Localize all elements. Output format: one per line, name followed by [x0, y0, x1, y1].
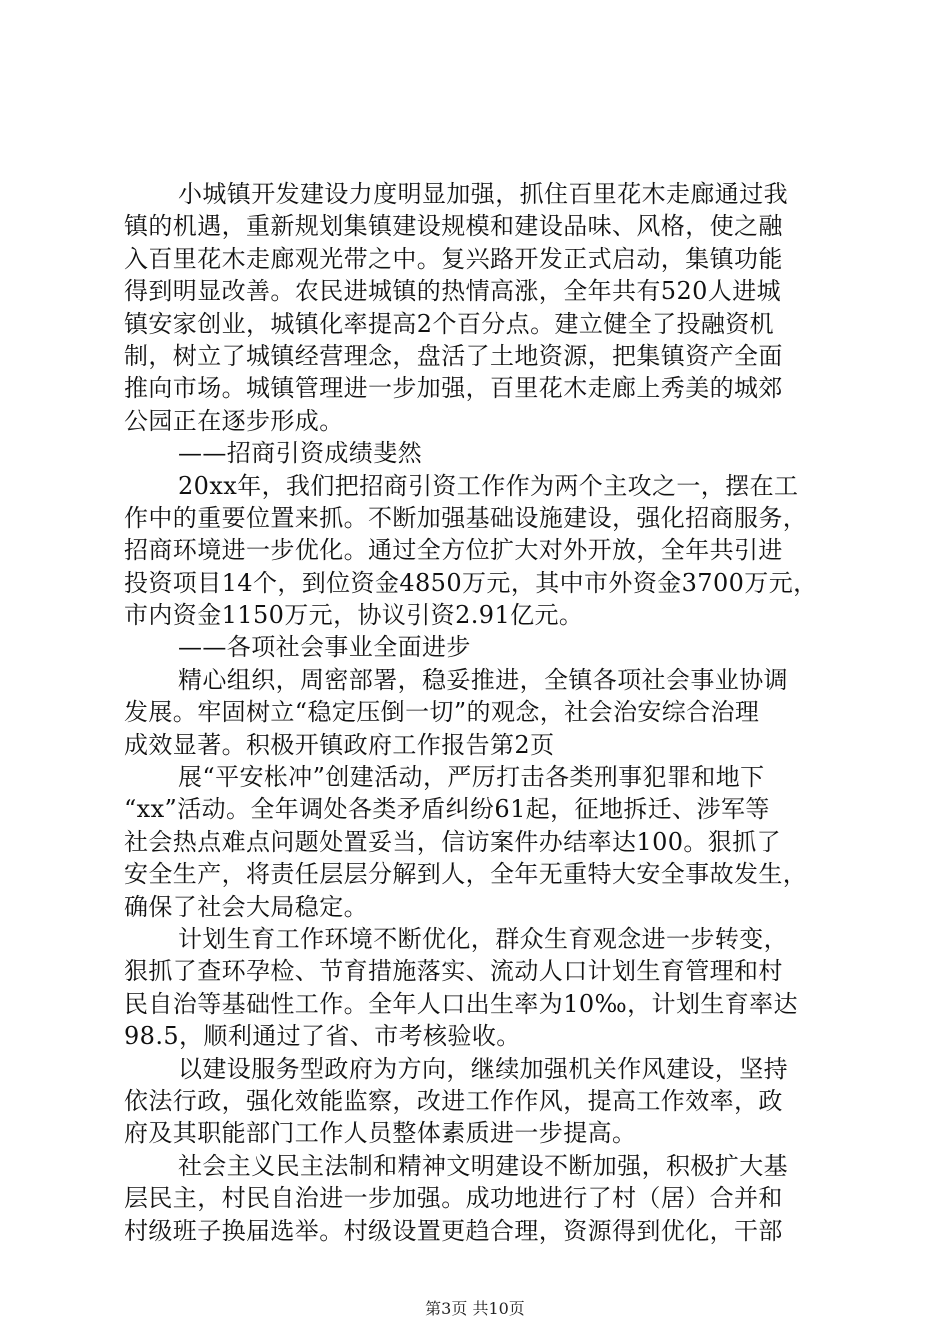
text-line: 狠抓了查环孕检、节育措施落实、流动人口计划生育管理和村 — [124, 957, 783, 986]
text-line: 入百里花木走廊观光带之中。复兴路开发正式启动，集镇功能 — [124, 244, 783, 273]
text-line: 以建设服务型政府为方向，继续加强机关作风建设，坚持 — [178, 1054, 788, 1083]
text-line: 招商环境进一步优化。通过全方位扩大对外开放，全年共引进 — [124, 536, 783, 565]
text-line: 社会主义民主法制和精神文明建设不断加强，积极扩大基 — [178, 1151, 788, 1180]
text-line: 层民主，村民自治进一步加强。成功地进行了村（居）合并和 — [124, 1184, 783, 1213]
text-line: 安全生产，将责任层层分解到人，全年无重特大安全事故发生， — [124, 860, 808, 889]
text-line: 公园正在逐步形成。 — [124, 406, 344, 435]
text-line: 发展。牢固树立“稳定压倒一切”的观念，社会治安综合治理 — [124, 698, 760, 727]
text-line: “xx”活动。全年调处各类矛盾纠纷61起，征地拆迁、涉军等 — [124, 795, 770, 824]
text-line: 市内资金1150万元，协议引资2.91亿元。 — [124, 601, 584, 630]
text-line: 民自治等基础性工作。全年人口出生率为10‰，计划生育率达 — [124, 989, 798, 1018]
text-line: 镇的机遇，重新规划集镇建设规模和建设品味、风格，使之融 — [124, 212, 783, 241]
document-body — [124, 178, 834, 1247]
text-line: 推向市场。城镇管理进一步加强，百里花木走廊上秀美的城郊 — [124, 374, 783, 403]
page-footer: 第3页 共10页 — [425, 1299, 525, 1318]
text-line: 20xx年，我们把招商引资工作作为两个主攻之一，摆在工 — [178, 471, 799, 500]
text-line: 投资项目14个，到位资金4850万元，其中市外资金3700万元， — [124, 568, 818, 597]
text-line: 社会热点难点问题处置妥当，信访案件办结率达100。狠抓了 — [124, 827, 782, 856]
text-line: ——各项社会事业全面进步 — [178, 633, 471, 662]
text-line: 精心组织，周密部署，稳妥推进，全镇各项社会事业协调 — [178, 665, 788, 694]
text-line: 确保了社会大局稳定。 — [124, 892, 368, 921]
text-line: 成效显著。积极开镇政府工作报告第2页 — [124, 730, 555, 759]
text-line: 依法行政，强化效能监察，改进工作作风，提高工作效率，政 — [124, 1086, 783, 1115]
text-line: 小城镇开发建设力度明显加强，抓住百里花木走廊通过我 — [178, 180, 788, 208]
text-line: 镇安家创业，城镇化率提高2个百分点。建立健全了投融资机 — [124, 309, 775, 338]
text-line: 村级班子换届选举。村级设置更趋合理，资源得到优化，干部 — [124, 1216, 783, 1245]
text-line: 制，树立了城镇经营理念，盘活了土地资源，把集镇资产全面 — [124, 341, 783, 370]
text-line: 得到明显改善。农民进城镇的热情高涨，全年共有520人进城 — [124, 277, 782, 306]
text-line: 展“平安枨冲”创建活动，严厉打击各类刑事犯罪和地下 — [178, 763, 765, 792]
text-line: 府及其职能部门工作人员整体素质进一步提高。 — [124, 1119, 637, 1148]
text-line: 98.5，顺利通过了省、市考核验收。 — [124, 1022, 521, 1051]
text-line: 作中的重要位置来抓。不断加强基础设施建设，强化招商服务， — [124, 503, 808, 532]
text-line: 计划生育工作环境不断优化，群众生育观念进一步转变， — [178, 924, 788, 953]
text-line: ——招商引资成绩斐然 — [178, 439, 422, 468]
